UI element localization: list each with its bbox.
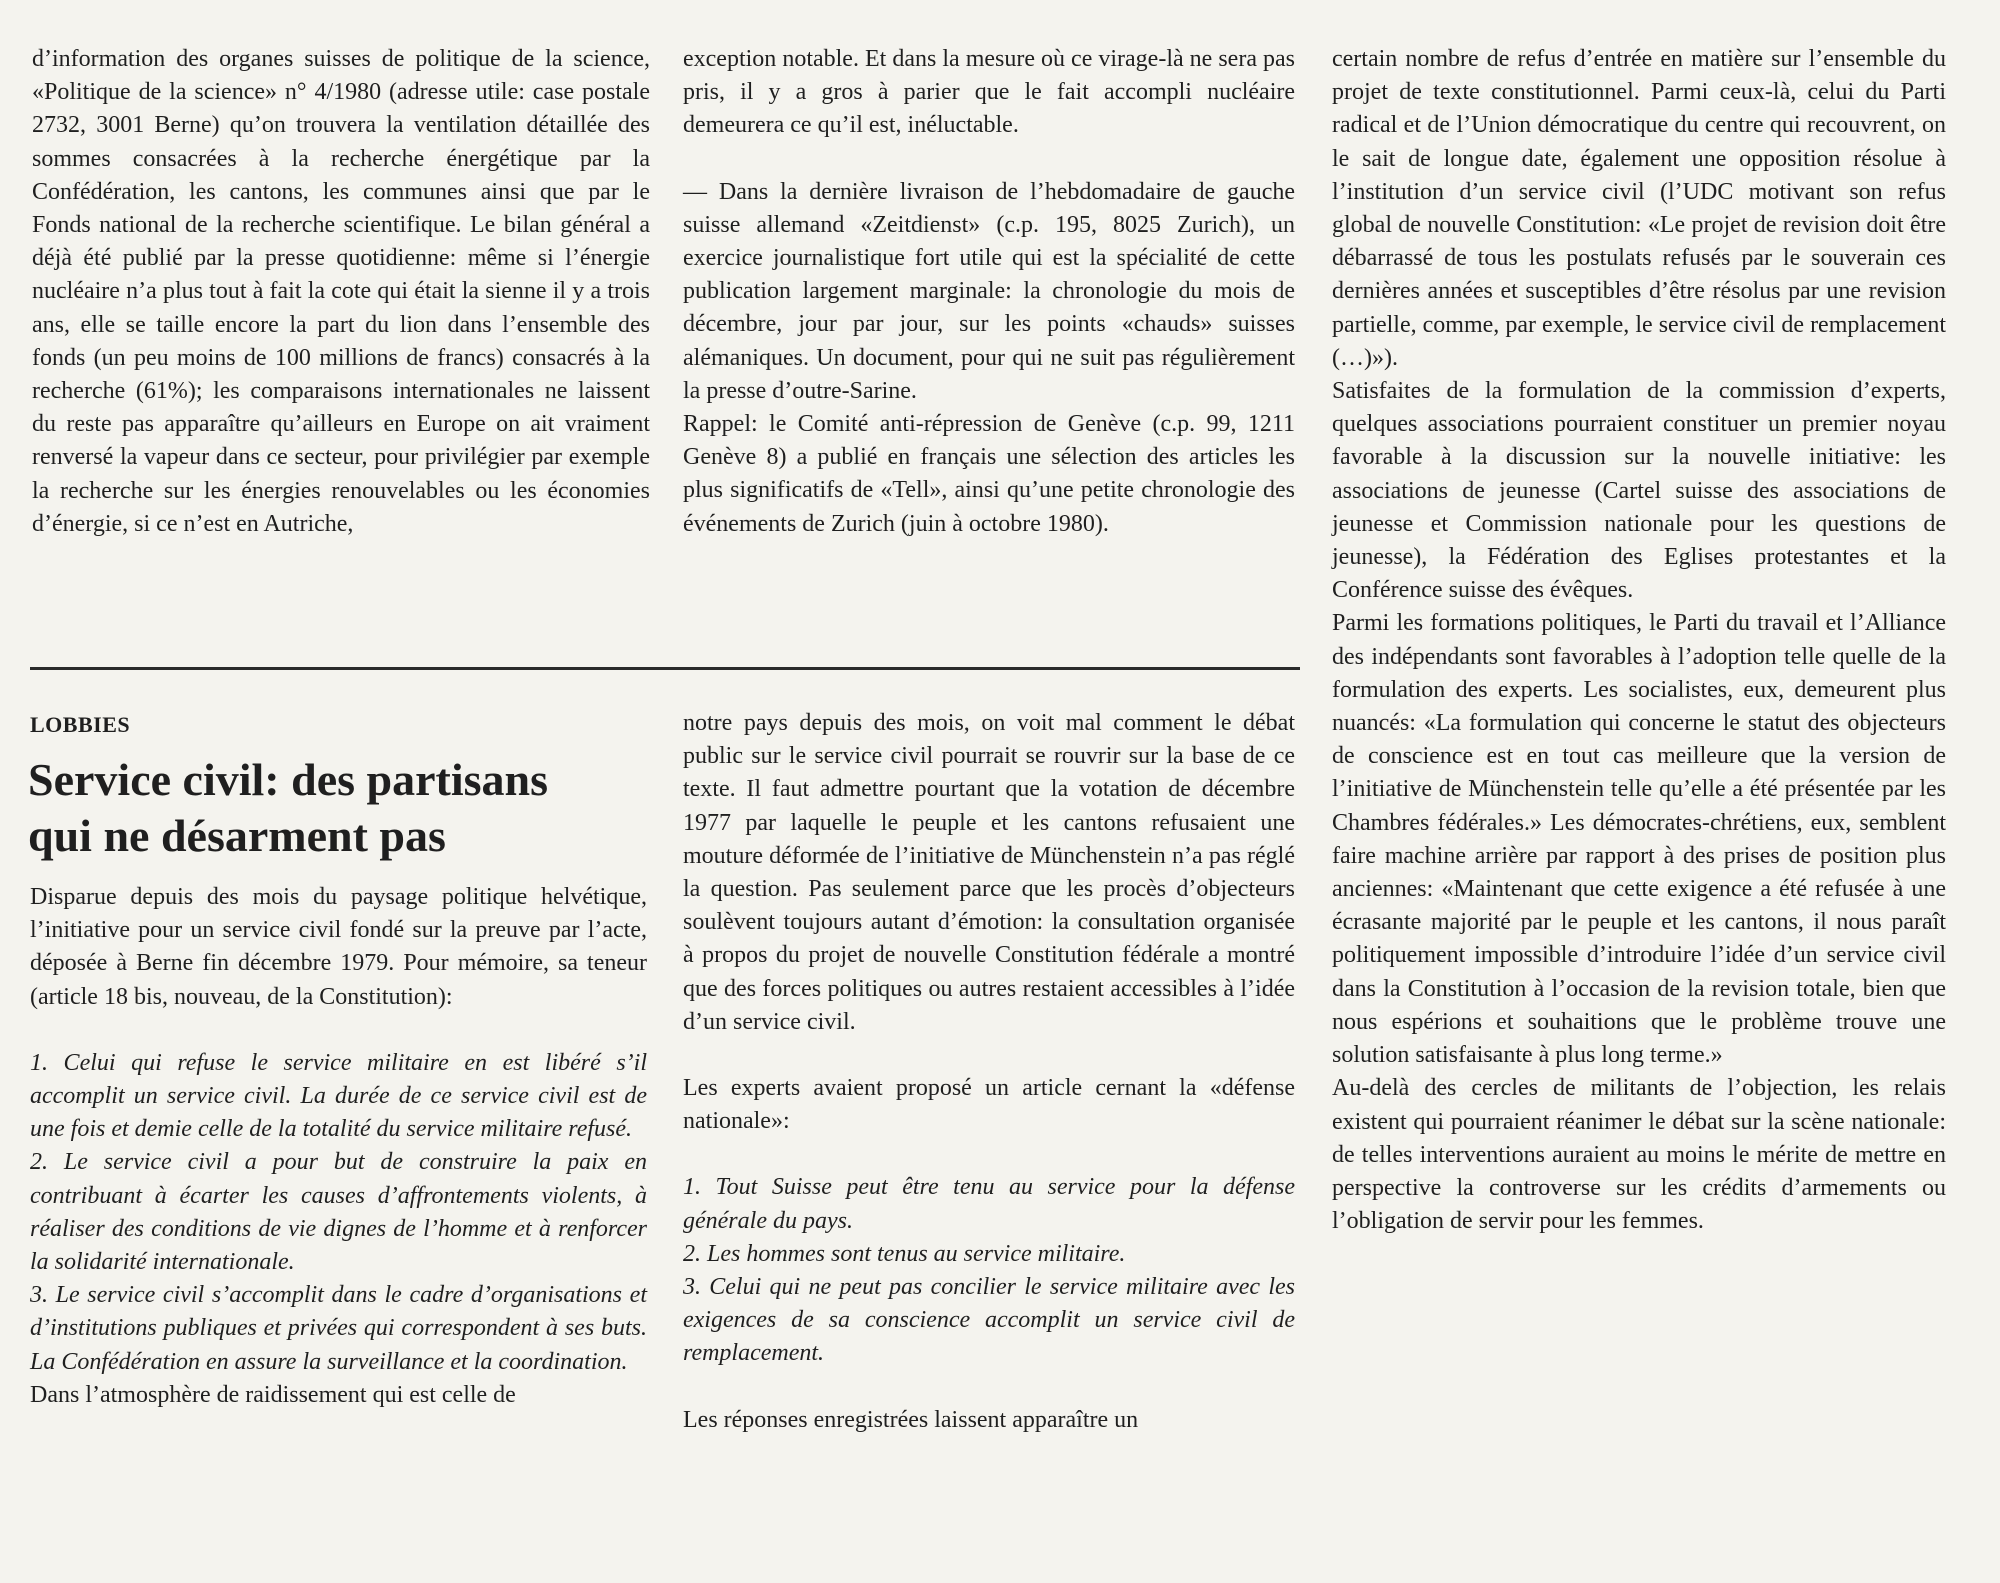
top-mid-paragraph-3: Rappel: le Comité anti-répression de Genève (c.p. 99, 1211 Genève 8) a publié en français une sélection des articles les plus significatifs de «Tell», ainsi qu’une petite chronologie des événements de Zurich (juin à octobre 1980). <box>683 411 1295 537</box>
experts-article-3: 3. Celui qui ne peut pas concilier le service militaire avec les exigences de sa conscience accomplit un service civil de remplacement. <box>683 1274 1295 1367</box>
initiative-article-3: 3. Le service civil s’accomplit dans le cadre d’organisations et d’institutions publiques et privées qui correspondent à ses buts. La Confédération en assure la surveillance et la coordination. <box>30 1282 647 1375</box>
article-right-paragraph-4: Au-delà des cercles de militants de l’objection, les relais existent qui pourraient réanimer le débat sur la scène nationale: de telles interventions auraient au moins le mérite de mettre en perspective la controverse sur les crédits d’armements ou l’obligation de servir pour les femmes. <box>1332 1075 1946 1235</box>
headline-line-1: Service civil: des partisans <box>28 754 548 805</box>
top-left-paragraph: d’information des organes suisses de politique de la science, «Politique de la science» n° 4/1980 (adresse utile: case postale 2732, 3001 Berne) qu’on trouvera la ventilation détaillée des sommes consacrées à la recherche énergétique par la Confédération, les cantons, les communes ainsi que par le Fonds national de la recherche scientifique. Le bilan général a déjà été publié par la presse quotidienne: même si l’énergie nucléaire n’a plus tout à fait la cote qui était la sienne il y a trois ans, elle se taille encore la part du lion dans l’ensemble des fonds (un peu moins de 100 millions de francs) consacrés à la recherche (61%); les comparaisons internationales ne laissent du reste pas apparaître qu’ailleurs en Europe on ait vraiment renversé la vapeur dans ce secteur, pour privilégier par exemple la recherche sur les énergies renouvelables ou les économies d’énergie, si ce n’est en Autriche, <box>32 46 650 537</box>
top-mid-paragraph-1: exception notable. Et dans la mesure où ce virage-là ne sera pas pris, il y a gros à parier que le fait accompli nucléaire demeurera ce qu’il est, inéluctable. <box>683 46 1295 139</box>
article-right-paragraph-1: certain nombre de refus d’entrée en matière sur l’ensemble du projet de texte constitutionnel. Parmi ceux-là, celui du Parti radical et de l’Union démocratique du centre qui recouvrent, on le sait de longue date, également une opposition résolue à l’institution d’un service civil (l’UDC motivant son refus global de nouvelle Constitution: «Le projet de revision doit être débarrassé de tous les postulats refusés par le souverain ces dernières années et susceptibles d’être résolus par une revision partielle, comme, par exemple, le service civil de remplacement (…)»). <box>1332 46 1946 371</box>
article-intro: Disparue depuis des mois du paysage politique helvétique, l’initiative pour un service civil fondé sur la preuve par l’acte, déposée à Berne fin décembre 1979. Pour mémoire, sa teneur (article 18 bis, nouveau, de la Constitution): <box>30 884 647 1010</box>
headline-line-2: qui ne désarment pas <box>28 810 446 861</box>
article-left-column <box>30 881 647 1412</box>
article-right-column <box>1332 43 1946 1238</box>
initiative-article-2: 2. Le service civil a pour but de construire la paix en contribuant à écarter les causes d’affrontements violents, à réaliser des conditions de vie dignes de l’homme et à renforcer la solidarité internationale. <box>30 1149 647 1276</box>
article-middle-column <box>683 707 1295 1437</box>
initiative-article-1: 1. Celui qui refuse le service militaire en est libéré s’il accomplit un service civil. La durée de ce service civil est de une fois et demie celle de la totalité du service militaire refusé. <box>30 1049 647 1143</box>
top-left-column <box>32 43 650 541</box>
article-mid-paragraph-3: Les réponses enregistrées laissent apparaître un <box>683 1406 1139 1433</box>
experts-article-2: 2. Les hommes sont tenus au service militaire. <box>683 1240 1126 1267</box>
article-right-paragraph-2: Satisfaites de la formulation de la commission d’experts, quelques associations pourraient constituer un premier noyau favorable à la discussion sur la nouvelle initiative: les associations de jeunesse (Cartel suisse des associations de jeunesse et Commission nationale pour les questions de jeunesse), la Fédération des Eglises protestantes et la Conférence suisse des évêques. <box>1332 378 1946 604</box>
section-kicker: LOBBIES <box>30 712 131 737</box>
article-right-paragraph-3: Parmi les formations politiques, le Parti du travail et l’Alliance des indépendants sont favorables à l’adoption telle quelle de la formulation des experts. Les socialistes, eux, demeurent plus nuancés: «La formulation qui concerne le statut des objecteurs de conscience est en tout cas meilleure que la version de l’initiative de Münchenstein telle qu’elle a été présentée par les Chambres fédérales.» Les démocrates-chrétiens, eux, semblent faire machine arrière par rapport à des prises de position plus anciennes: «Maintenant que cette exigence a été refusée à une écrasante majorité par le peuple et les cantons, il nous paraît politiquement impossible d’introduire l’idée d’un service civil dans la Constitution à l’occasion de la revision totale, bien que nous espérions et souhaitions que le problème trouve une solution satisfaisante à plus long terme.» <box>1332 610 1946 1069</box>
article-headline <box>28 752 668 864</box>
section-divider <box>30 667 1300 670</box>
article-mid-paragraph-2: Les experts avaient proposé un article cernant la «défense nationale»: <box>683 1075 1295 1135</box>
article-mid-paragraph-1: notre pays depuis des mois, on voit mal comment le débat public sur le service civil pourrait se rouvrir sur la base de ce texte. Il faut admettre pourtant que la votation de décembre 1977 par laquelle le peuple et les cantons refusaient une mouture déformée de l’initiative de Münchenstein n’a pas réglé la question. Pas seulement parce que les procès d’objecteurs soulèvent toujours autant d’émotion: la consultation organisée à propos du projet de nouvelle Constitution fédérale a montré que des forces politiques ou autres restaient accessibles à l’idée d’un service civil. <box>683 710 1295 1035</box>
article-left-tail: Dans l’atmosphère de raidissement qui est celle de <box>30 1381 516 1408</box>
top-middle-column <box>683 43 1295 541</box>
experts-article-1: 1. Tout Suisse peut être tenu au service pour la défense générale du pays. <box>683 1174 1295 1234</box>
top-mid-paragraph-2: — Dans la dernière livraison de l’hebdomadaire de gauche suisse allemand «Zeitdienst» (c.p. 195, 8025 Zurich), un exercice journalistique fort utile qui est la spécialité de cette publication largement marginale: la chronologie du mois de décembre, jour par jour, sur les points «chauds» suisses alémaniques. Un document, pour qui ne suit pas régulièrement la presse d’outre-Sarine. <box>683 178 1295 404</box>
